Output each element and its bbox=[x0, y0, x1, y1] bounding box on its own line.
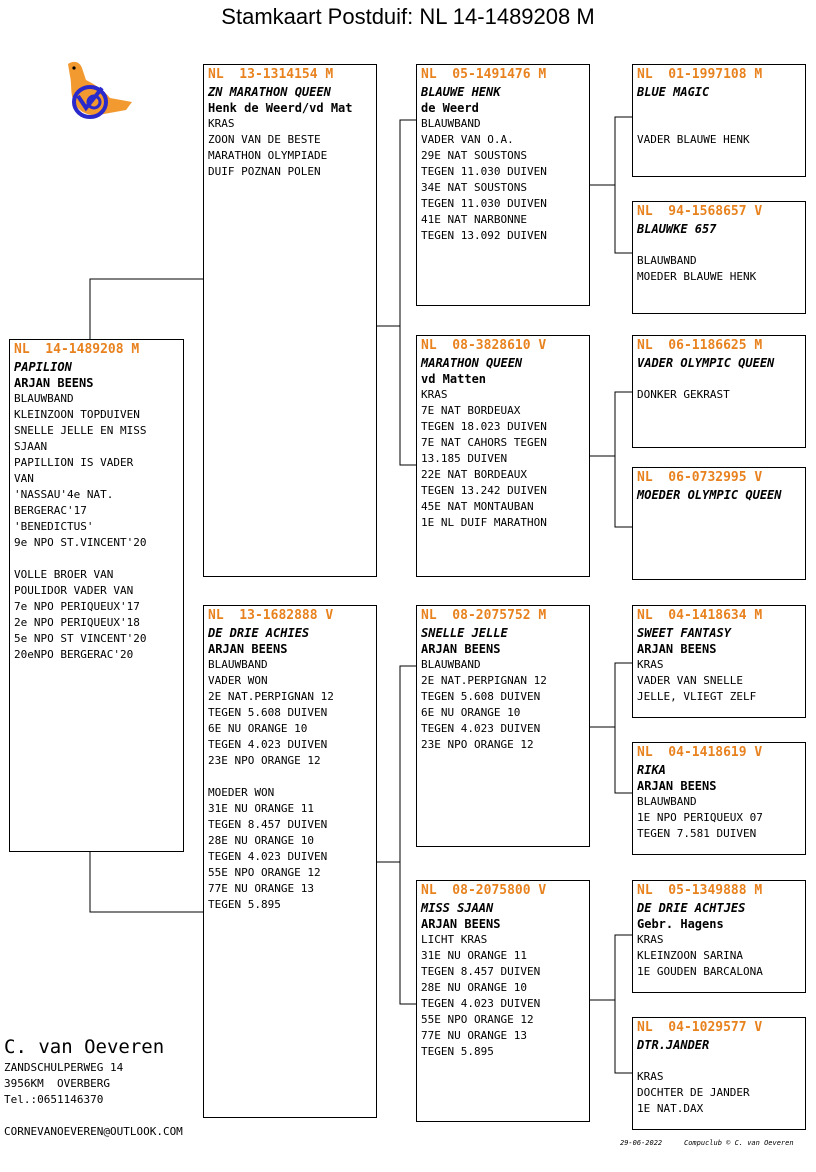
breeder-email: CORNEVANOEVEREN@OUTLOOK.COM bbox=[4, 1125, 183, 1138]
detail-line: BLAUWBAND bbox=[637, 795, 697, 808]
owner-name: ARJAN BEENS bbox=[421, 917, 501, 931]
owner-name: ARJAN BEENS bbox=[14, 376, 94, 390]
dss-card bbox=[632, 605, 806, 718]
detail-line: 28E NU ORANGE 10 bbox=[421, 981, 527, 994]
detail-line: TEGEN 13.242 DUIVEN bbox=[421, 484, 547, 497]
ring-number: NL 04-1418634 M bbox=[637, 608, 763, 623]
ssd-card bbox=[632, 201, 806, 314]
pigeon-details bbox=[208, 116, 372, 180]
detail-line: PAPILLION IS VADER bbox=[14, 456, 134, 469]
detail-line: 2E NAT.PERPIGNAN 12 bbox=[208, 690, 334, 703]
detail-line bbox=[637, 371, 801, 387]
pigeon-details bbox=[637, 1053, 801, 1117]
owner-name: Gebr. Hagens bbox=[637, 917, 724, 931]
detail-line: BLAUWBAND bbox=[637, 254, 697, 267]
detail-line: TEGEN 7.581 DUIVEN bbox=[637, 827, 757, 840]
detail-line: MOEDER BLAUWE HENK bbox=[637, 270, 757, 283]
detail-line: DONKER GEKRAST bbox=[637, 388, 730, 401]
ring-number: NL 04-1029577 V bbox=[637, 1020, 763, 1035]
detail-line: TEGEN 11.030 DUIVEN bbox=[421, 197, 547, 210]
pigeon-details bbox=[208, 657, 372, 913]
footer-date: 29-06-2022 bbox=[620, 1139, 663, 1147]
detail-line: SJAAN bbox=[14, 440, 48, 453]
pigeon-name: ZN MARATHON QUEEN bbox=[208, 85, 331, 99]
detail-line: DUIF POZNAN POLEN bbox=[208, 165, 321, 178]
pigeon-details bbox=[421, 116, 585, 244]
pigeon-name: MARATHON QUEEN bbox=[421, 356, 523, 370]
pigeon-name: PAPILION bbox=[14, 360, 72, 374]
detail-line: VADER BLAUWE HENK bbox=[637, 133, 750, 146]
owner-name: ARJAN BEENS bbox=[637, 779, 717, 793]
detail-line: 28E NU ORANGE 10 bbox=[208, 834, 314, 847]
detail-line: VADER WON bbox=[208, 674, 268, 687]
detail-line: VAN bbox=[14, 472, 34, 485]
ring-number: NL 08-2075752 M bbox=[421, 608, 547, 623]
detail-line: TEGEN 5.608 DUIVEN bbox=[208, 706, 328, 719]
pigeon-details bbox=[637, 657, 801, 705]
detail-line: 'NASSAU'4e NAT. bbox=[14, 488, 114, 501]
detail-line: SNELLE JELLE EN MISS bbox=[14, 424, 147, 437]
detail-line: KLEINZOON TOPDUIVEN bbox=[14, 408, 140, 421]
detail-line: 1E NAT.DAX bbox=[637, 1102, 704, 1115]
ring-number: NL 13-1682888 V bbox=[208, 608, 334, 623]
pigeon-details bbox=[421, 932, 585, 1060]
detail-line: 7E NAT BORDEUAX bbox=[421, 404, 521, 417]
detail-line: 2E NAT.PERPIGNAN 12 bbox=[421, 674, 547, 687]
detail-line: TEGEN 5.608 DUIVEN bbox=[421, 690, 541, 703]
detail-line: BLAUWBAND bbox=[208, 658, 268, 671]
pigeon-name: DTR.JANDER bbox=[637, 1038, 710, 1052]
detail-line: 45E NAT MONTAUBAN bbox=[421, 500, 534, 513]
detail-line: 29E NAT SOUSTONS bbox=[421, 149, 527, 162]
sds-card bbox=[632, 335, 806, 448]
owner-name: ARJAN BEENS bbox=[637, 642, 717, 656]
detail-line bbox=[637, 1053, 801, 1069]
detail-line: 77E NU ORANGE 13 bbox=[208, 882, 314, 895]
detail-line: BLAUWBAND bbox=[421, 117, 481, 130]
detail-line: 55E NPO ORANGE 12 bbox=[421, 1013, 534, 1026]
detail-line: TEGEN 13.092 DUIVEN bbox=[421, 229, 547, 242]
breeder-name: C. van Oeveren bbox=[4, 1036, 165, 1058]
pigeon-name: RIKA bbox=[637, 763, 666, 777]
detail-line: 31E NU ORANGE 11 bbox=[421, 949, 527, 962]
detail-line: POULIDOR VADER VAN bbox=[14, 584, 134, 597]
detail-line: BLAUWBAND bbox=[421, 658, 481, 671]
sire-card bbox=[203, 64, 377, 577]
owner-name: ARJAN BEENS bbox=[208, 642, 288, 656]
detail-line bbox=[208, 769, 372, 785]
detail-line: 34E NAT SOUSTONS bbox=[421, 181, 527, 194]
detail-line: TEGEN 4.023 DUIVEN bbox=[421, 997, 541, 1010]
detail-line: KRAS bbox=[637, 1070, 664, 1083]
detail-line: 22E NAT BORDEAUX bbox=[421, 468, 527, 481]
pigeon-name: SNELLE JELLE bbox=[421, 626, 508, 640]
dam-dam-card bbox=[416, 880, 590, 1122]
detail-line: JELLE, VLIEGT ZELF bbox=[637, 690, 757, 703]
dam-sire-card bbox=[416, 605, 590, 847]
ring-number: NL 13-1314154 M bbox=[208, 67, 334, 82]
detail-line: TEGEN 8.457 DUIVEN bbox=[208, 818, 328, 831]
detail-line bbox=[14, 551, 179, 567]
detail-line: KRAS bbox=[421, 388, 448, 401]
page-title: Stamkaart Postduif: NL 14-1489208 M bbox=[221, 4, 595, 29]
detail-line: DOCHTER DE JANDER bbox=[637, 1086, 750, 1099]
breeder-city: 3956KM OVERBERG bbox=[4, 1077, 110, 1090]
owner-name: vd Matten bbox=[421, 372, 487, 386]
ddd-card bbox=[632, 1017, 806, 1130]
pigeon-name: BLAUWE HENK bbox=[421, 85, 501, 99]
detail-line: 31E NU ORANGE 11 bbox=[208, 802, 314, 815]
detail-line: 41E NAT NARBONNE bbox=[421, 213, 527, 226]
sire-sire-card bbox=[416, 64, 590, 306]
sss-card bbox=[632, 64, 806, 177]
detail-line: ZOON VAN DE BESTE bbox=[208, 133, 321, 146]
dsd-card bbox=[632, 742, 806, 855]
ring-number: NL 08-3828610 V bbox=[421, 338, 547, 353]
detail-line: KRAS bbox=[637, 658, 664, 671]
pigeon-name: BLAUWKE 657 bbox=[637, 222, 717, 236]
sire-dam-card bbox=[416, 335, 590, 577]
ring-number: NL 01-1997108 M bbox=[637, 67, 763, 82]
owner-name: de Weerd bbox=[421, 101, 479, 115]
pigeon-name: DE DRIE ACHIES bbox=[208, 626, 310, 640]
detail-line: TEGEN 4.023 DUIVEN bbox=[208, 850, 328, 863]
subject-pigeon-card bbox=[9, 339, 184, 852]
breeder-street: ZANDSCHULPERWEG 14 bbox=[4, 1061, 124, 1074]
pigeon-details bbox=[637, 371, 801, 403]
detail-line: TEGEN 8.457 DUIVEN bbox=[421, 965, 541, 978]
dam-card bbox=[203, 605, 377, 1118]
detail-line: 13.185 DUIVEN bbox=[421, 452, 508, 465]
ring-number: NL 08-2075800 V bbox=[421, 883, 547, 898]
detail-line: 'BENEDICTUS' bbox=[14, 520, 94, 533]
detail-line: 7E NAT CAHORS TEGEN bbox=[421, 436, 547, 449]
dds-card bbox=[632, 880, 806, 993]
detail-line: 6E NU ORANGE 10 bbox=[421, 706, 521, 719]
detail-line: 23E NPO ORANGE 12 bbox=[208, 754, 321, 767]
owner-name: Henk de Weerd/vd Mat bbox=[208, 101, 353, 115]
detail-line bbox=[637, 237, 801, 253]
ring-number: NL 06-0732995 V bbox=[637, 470, 763, 485]
detail-line: MARATHON OLYMPIADE bbox=[208, 149, 328, 162]
detail-line: 9e NPO ST.VINCENT'20 bbox=[14, 536, 147, 549]
detail-line: 55E NPO ORANGE 12 bbox=[208, 866, 321, 879]
detail-line: 5e NPO ST VINCENT'20 bbox=[14, 632, 147, 645]
ring-number: NL 06-1186625 M bbox=[637, 338, 763, 353]
ring-number: NL 14-1489208 M bbox=[14, 342, 140, 357]
detail-line: 1E GOUDEN BARCALONA bbox=[637, 965, 763, 978]
detail-line: 1E NL DUIF MARATHON bbox=[421, 516, 547, 529]
detail-line: LICHT KRAS bbox=[421, 933, 488, 946]
sdd-card bbox=[632, 467, 806, 580]
ring-number: NL 04-1418619 V bbox=[637, 745, 763, 760]
detail-line: BERGERAC'17 bbox=[14, 504, 87, 517]
pigeon-name: VADER OLYMPIC QUEEN bbox=[637, 356, 775, 370]
detail-line: TEGEN 18.023 DUIVEN bbox=[421, 420, 547, 433]
pigeon-name: SWEET FANTASY bbox=[637, 626, 731, 640]
pigeon-name: DE DRIE ACHTJES bbox=[637, 901, 746, 915]
pigeon-details bbox=[637, 932, 801, 980]
pigeon-name: BLUE MAGIC bbox=[637, 85, 710, 99]
pigeon-details bbox=[421, 387, 585, 531]
pigeon-details bbox=[637, 237, 801, 285]
footer-credit: Compuclub © C. van Oeveren bbox=[684, 1139, 794, 1147]
detail-line: 20eNPO BERGERAC'20 bbox=[14, 648, 134, 661]
detail-line: BLAUWBAND bbox=[14, 392, 74, 405]
pigeon-details bbox=[637, 794, 801, 842]
pigeon-details bbox=[421, 657, 585, 753]
detail-line: TEGEN 5.895 bbox=[421, 1045, 494, 1058]
pigeon-details bbox=[14, 391, 179, 663]
detail-line: 77E NU ORANGE 13 bbox=[421, 1029, 527, 1042]
detail-line: 6E NU ORANGE 10 bbox=[208, 722, 308, 735]
detail-line bbox=[637, 100, 801, 116]
pigeon-name: MOEDER OLYMPIC QUEEN bbox=[637, 488, 782, 502]
detail-line: KLEINZOON SARINA bbox=[637, 949, 743, 962]
detail-line: MOEDER WON bbox=[208, 786, 275, 799]
detail-line: 23E NPO ORANGE 12 bbox=[421, 738, 534, 751]
pigeon-name: MISS SJAAN bbox=[421, 901, 494, 915]
detail-line: VADER VAN SNELLE bbox=[637, 674, 743, 687]
ring-number: NL 05-1349888 M bbox=[637, 883, 763, 898]
breeder-phone: Tel.:0651146370 bbox=[4, 1093, 104, 1106]
detail-line: KRAS bbox=[637, 933, 664, 946]
ring-number: NL 05-1491476 M bbox=[421, 67, 547, 82]
detail-line bbox=[637, 116, 801, 132]
detail-line: VOLLE BROER VAN bbox=[14, 568, 114, 581]
detail-line: TEGEN 4.023 DUIVEN bbox=[421, 722, 541, 735]
ring-number: NL 94-1568657 V bbox=[637, 204, 763, 219]
detail-line: TEGEN 5.895 bbox=[208, 898, 281, 911]
detail-line: VADER VAN O.A. bbox=[421, 133, 514, 146]
detail-line: TEGEN 11.030 DUIVEN bbox=[421, 165, 547, 178]
detail-line: 2e NPO PERIQUEUX'18 bbox=[14, 616, 140, 629]
owner-name: ARJAN BEENS bbox=[421, 642, 501, 656]
detail-line: TEGEN 4.023 DUIVEN bbox=[208, 738, 328, 751]
detail-line: KRAS bbox=[208, 117, 235, 130]
detail-line: 7e NPO PERIQUEUX'17 bbox=[14, 600, 140, 613]
pigeon-details bbox=[637, 100, 801, 148]
detail-line: 1E NPO PERIQUEUX 07 bbox=[637, 811, 763, 824]
